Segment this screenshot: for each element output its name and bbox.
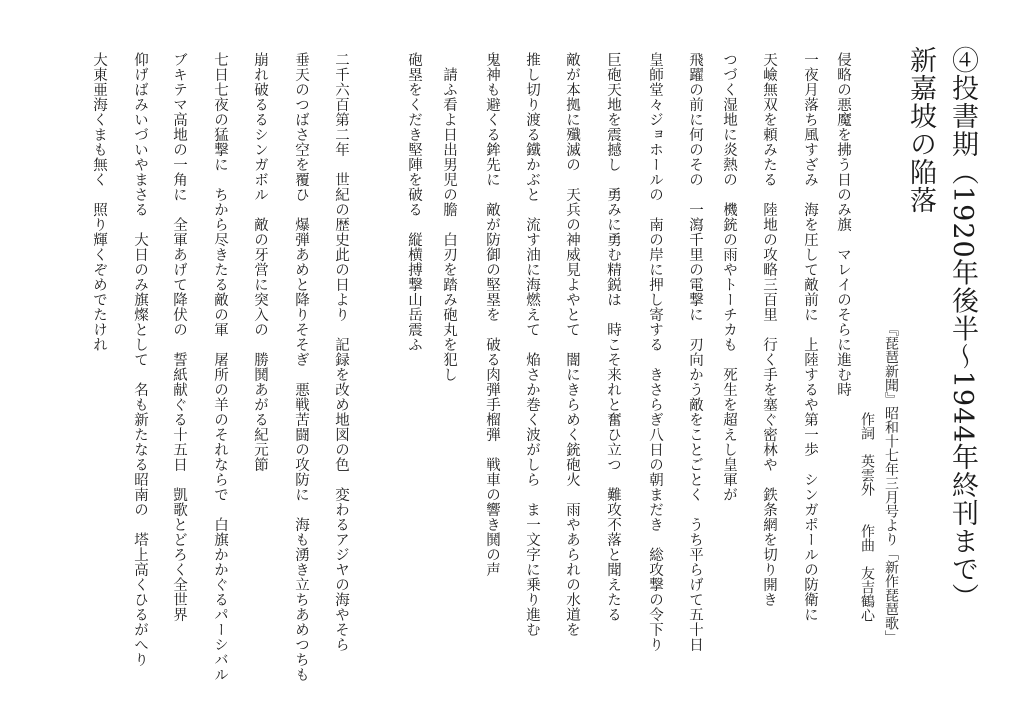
verse-line: 天嶮無双を頼みたる 陸地の攻略三百里 行く手を塞ぐ密林や 鉄条網を切り開き <box>761 52 777 607</box>
verse-line: 垂天のつばさ空を覆ひ 爆弾あめと降りそそぎ 悪戦苦闘の攻防に 海も湧き立ちあめつちも <box>293 52 309 682</box>
verse-line: 崩れ破るるシンガボル 敵の牙営に突入の 勝鬨あがる紀元節 <box>252 52 268 472</box>
verse-line: 推し切り渡る鐵かぶと 流す油に海燃えて 焔さか巻く波がしら ま一文字に乗り進む <box>524 52 540 637</box>
document-title: ④投書期（1920年後半〜1944年終刊まで） <box>947 46 978 612</box>
document-subtitle: 新嘉坡の陥落 <box>905 46 936 214</box>
verse-line: 飛躍の前に何のその 一瀉千里の電撃に 刃向かう敵をことごとく うち平らげて五十日 <box>687 52 703 652</box>
verse-line: 二千六百第二年 世紀の歴史此の日より 記録を改め地図の色 変わるアジヤの海やそら <box>333 52 349 652</box>
verse-line: 鬼神も避くる鉾先に 敵が防御の堅塁を 破る肉弾手榴弾 戦車の響き鬨の声 <box>484 52 500 577</box>
source-note: 『琵琶新聞』昭和十七年三月号より「新作琵琶歌」 <box>883 322 899 644</box>
verse-line: 一夜月落ち風すざみ 海を圧して敵前に 上陸するや第一歩 シンガポールの防衛に <box>802 52 818 622</box>
verse-line: 七日七夜の猛撃に ちから尽きたる敵の軍 屠所の羊のそれならで 白旗かかぐるパーシバル <box>212 52 228 682</box>
verse-line: 侵略の悪魔を拂う日のみ旗 マレイのそらに進む時 <box>835 52 851 397</box>
verse-line: 巨砲天地を震撼し 勇みに勇む精鋭は 時こそ来れと奮ひ立つ 難攻不落と聞えたる <box>605 52 621 622</box>
verse-line: 大東亜海くまも無く 照り輝くぞめでたけれ <box>91 52 107 352</box>
verse-line: 皇師堂々ジョホールの 南の岸に押し寄する きさらぎ八日の朝まだき 総攻撃の令下り <box>647 52 663 652</box>
verse-line: 砲塁をくだき堅陣を破る 縦横搏撃山岳震ふ <box>406 52 422 352</box>
lyricist-composer-credit: 作詞 英雲外 作曲 友吉鶴心 <box>859 412 875 622</box>
verse-line: 敵が本拠に殲滅の 天兵の神威見よやとて 闇にきらめく銃砲火 雨やあられの水道を <box>564 52 580 637</box>
verse-line: つづく湿地に炎熱の 機銃の雨やトーチカも 死生を超えし皇軍が <box>721 52 737 502</box>
verse-line: 仰げばみいづいやまさる 大日のみ旗燦として 名も新たなる昭南の 塔上高くひるがへり <box>132 52 148 667</box>
verse-line: ブキテマ高地の一角に 全軍あげて降伏の 誓紙献ぐる十五日 凱歌とどろく全世界 <box>171 52 187 622</box>
verse-line: 請ふ看よ日出男児の膽 白刃を踏み砲丸を犯し <box>441 52 457 382</box>
